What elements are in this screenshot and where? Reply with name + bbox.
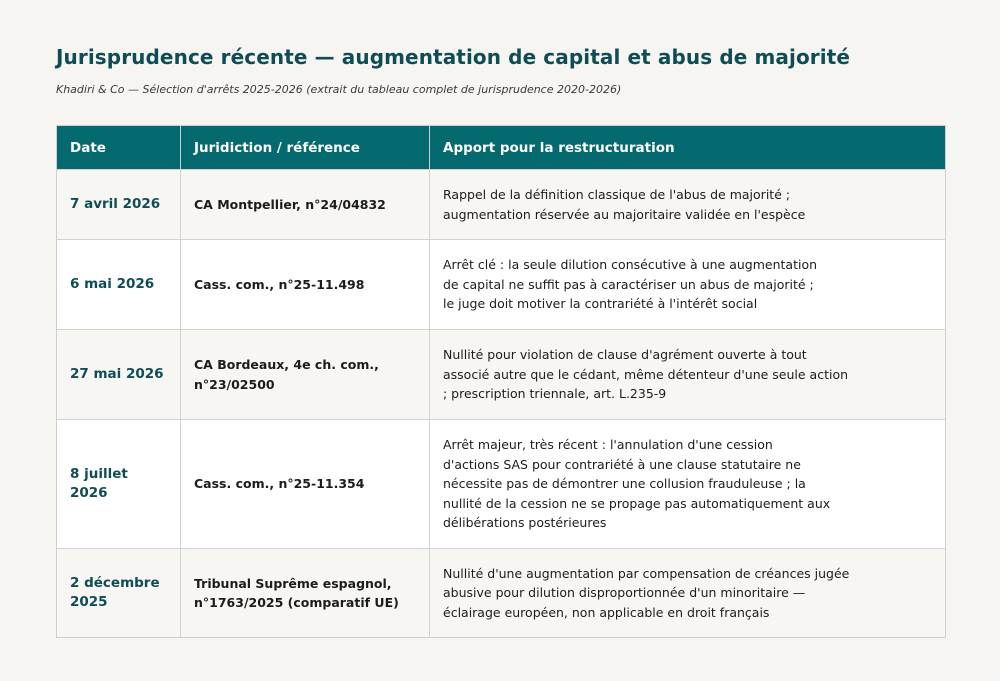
cell-contribution [430,420,946,549]
page-title: Jurisprudence récente — augmentation de capital et abus de majorité [56,45,851,69]
cell-reference: CA Montpellier, n°24/04832 [181,170,430,240]
cell-date: 8 juillet 2026 [57,420,181,549]
contribution-line: Nullité pour violation de clause d'agrément ouverte à tout [443,347,807,363]
cell-contribution [430,330,946,420]
contribution-line: Nullité d'une augmentation par compensation de créances jugée [443,565,850,581]
cell-reference: Cass. com., n°25-11.354 [181,420,430,549]
column-header-date: Date [57,126,181,170]
table-row [57,240,946,330]
document-page [56,44,945,620]
cell-date: 2 décembre 2025 [57,549,181,638]
cell-reference: Tribunal Suprême espagnol, n°1763/2025 (comparatif UE) [181,549,430,638]
contribution-line: abusive pour dilution disproportionnée d'un minoritaire — [443,585,806,601]
cell-contribution [430,170,946,240]
contribution-line: Arrêt majeur, très récent : l'annulation d'une cession [443,437,773,453]
table-row [57,330,946,420]
table-row [57,420,946,549]
contribution-line: ; prescription triennale, art. L.235-9 [443,386,667,402]
contribution-line: augmentation réservée au majoritaire validée en l'espèce [443,206,806,222]
jurisprudence-table [56,125,946,638]
contribution-line: délibérations postérieures [443,515,607,531]
cell-date: 6 mai 2026 [57,240,181,330]
contribution-line: nécessite pas de démontrer une collusion frauduleuse ; la [443,476,806,492]
cell-date: 7 avril 2026 [57,170,181,240]
table-row [57,549,946,638]
table-header [57,126,946,170]
contribution-line: éclairage européen, non applicable en droit français [443,604,770,620]
contribution-line: Arrêt clé : la seule dilution consécutive à une augmentation [443,257,818,273]
column-header-reference: Juridiction / référence [181,126,430,170]
contribution-line: de capital ne suffit pas à caractériser un abus de majorité ; [443,276,814,292]
cell-contribution [430,240,946,330]
cell-reference: CA Bordeaux, 4e ch. com., n°23/02500 [181,330,430,420]
contribution-line: Rappel de la définition classique de l'abus de majorité ; [443,187,791,202]
cell-reference: Cass. com., n°25-11.498 [181,240,430,330]
cell-contribution [430,549,946,638]
cell-date: 27 mai 2026 [57,330,181,420]
contribution-line: le juge doit motiver la contrariété à l'intérêt social [443,296,758,312]
contribution-line: d'actions SAS pour contrariété à une clause statutaire ne [443,456,801,472]
table-body [57,170,946,638]
page-subtitle: Khadiri & Co — Sélection d'arrêts 2025-2026 (extrait du tableau complet de jurisprudence 2020-2026) [56,83,622,96]
table-row [57,170,946,240]
table-header-row [57,126,946,170]
contribution-line: nullité de la cession ne se propage pas automatiquement aux [443,495,831,511]
contribution-line: associé autre que le cédant, même détenteur d'une seule action [443,366,849,382]
column-header-contribution: Apport pour la restructuration [430,126,946,170]
